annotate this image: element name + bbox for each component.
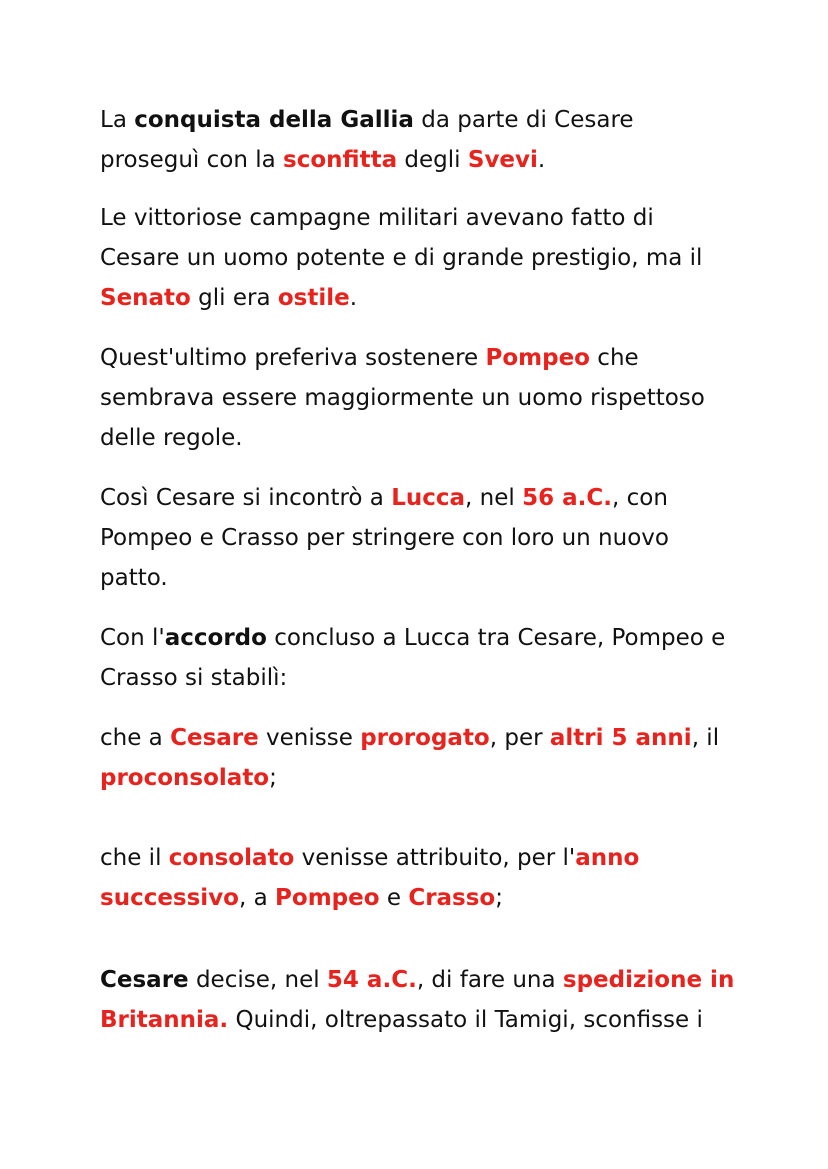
- text-run: ;: [495, 885, 503, 911]
- text-run: Le vittoriose campagne militari avevano fatto di Cesare un uomo potente e di grande prestigio, ma il: [100, 205, 703, 271]
- highlighted-term: consolato: [168, 845, 295, 871]
- text-run: , il: [691, 725, 720, 751]
- highlighted-term: Senato: [100, 285, 191, 311]
- paragraph-britannia: [100, 960, 740, 1040]
- text-run: degli: [397, 147, 468, 173]
- text-run: che il: [100, 845, 169, 871]
- text-run: Quest'ultimo preferiva sostenere: [100, 345, 486, 371]
- bold-term: accordo: [164, 625, 267, 651]
- highlighted-term: Svevi: [467, 147, 538, 173]
- bold-term: Cesare: [100, 967, 189, 993]
- text-run: ;: [269, 765, 277, 791]
- paragraph-consolato: [100, 838, 740, 918]
- text-run: che sembrava essere maggiormente un uomo rispettoso delle regole.: [100, 345, 705, 451]
- highlighted-term: 56 a.C.: [522, 485, 612, 511]
- text-run: Quindi, oltrepassato il Tamigi, sconfisse i: [228, 1007, 703, 1033]
- text-run: concluso a Lucca tra Cesare, Pompeo e Crasso si stabilì:: [100, 625, 726, 691]
- highlighted-term: Pompeo: [485, 345, 590, 371]
- text-run: Così Cesare si incontrò a: [100, 485, 392, 511]
- text-run: Con l': [100, 625, 165, 651]
- text-run: e: [379, 885, 409, 911]
- paragraph-lucca: [100, 478, 740, 598]
- text-run: da parte di Cesare proseguì con la: [100, 107, 634, 173]
- paragraph-proconsolato: [100, 718, 740, 798]
- highlighted-term: spedizione in Britannia.: [100, 967, 735, 1033]
- paragraph-accordo: [100, 618, 740, 698]
- text-run: , di fare una: [416, 967, 563, 993]
- highlighted-term: Pompeo: [275, 885, 380, 911]
- text-run: venisse: [258, 725, 361, 751]
- highlighted-term: Cesare: [170, 725, 259, 751]
- highlighted-term: proconsolato: [100, 765, 270, 791]
- bold-term: conquista della Gallia: [134, 107, 414, 133]
- highlighted-term: altri 5 anni: [549, 725, 692, 751]
- highlighted-term: Lucca: [391, 485, 466, 511]
- text-run: .: [537, 147, 546, 173]
- paragraph-gallia: [100, 100, 740, 180]
- text-run: La: [100, 107, 135, 133]
- highlighted-term: prorogato: [360, 725, 490, 751]
- highlighted-term: 54 a.C.: [326, 967, 417, 993]
- text-run: .: [349, 285, 358, 311]
- text-run: , con Pompeo e Crasso per stringere con loro un nuovo patto.: [100, 485, 669, 591]
- highlighted-term: sconfitta: [283, 147, 398, 173]
- text-run: decise, nel: [188, 967, 327, 993]
- highlighted-term: Crasso: [408, 885, 496, 911]
- text-run: venisse attribuito, per l': [294, 845, 576, 871]
- text-run: , per: [489, 725, 550, 751]
- highlighted-term: anno successivo: [100, 845, 640, 911]
- highlighted-term: ostile: [277, 285, 350, 311]
- paragraph-senato: [100, 198, 740, 318]
- text-run: , nel: [465, 485, 523, 511]
- paragraph-pompeo: [100, 338, 740, 458]
- text-run: gli era: [190, 285, 278, 311]
- text-run: , a: [239, 885, 276, 911]
- text-run: che a: [100, 725, 171, 751]
